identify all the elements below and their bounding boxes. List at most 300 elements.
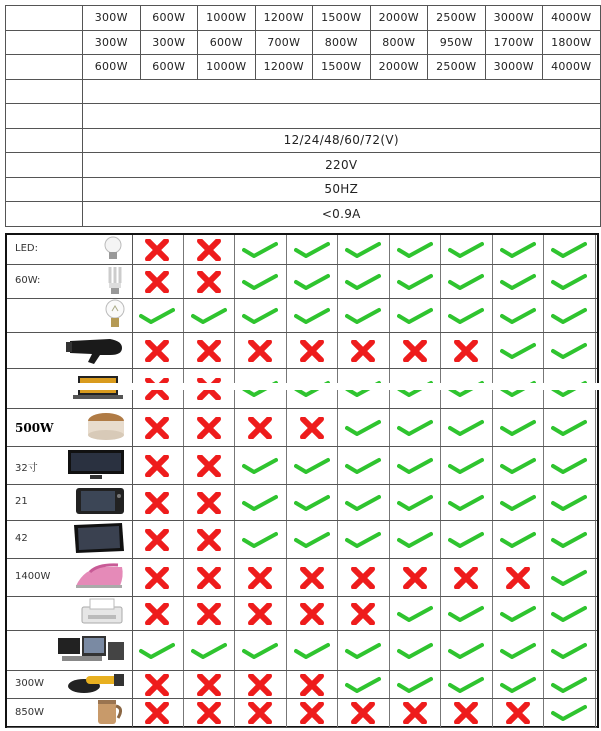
red-x-icon	[300, 603, 324, 625]
incompatible-cell	[132, 671, 184, 698]
green-check-icon	[345, 676, 381, 694]
spec-row	[6, 104, 601, 129]
green-check-icon	[500, 531, 536, 549]
red-x-icon	[197, 567, 221, 589]
green-check-icon	[242, 307, 278, 325]
appliance-row	[7, 631, 597, 671]
compatible-cell	[544, 447, 596, 484]
compatible-cell	[544, 485, 596, 520]
red-x-icon	[351, 603, 375, 625]
spec-merged-value	[83, 104, 601, 129]
spec-value: 600W	[140, 55, 198, 80]
compatible-cell	[390, 485, 442, 520]
incompatible-cell	[132, 447, 184, 484]
incompatible-cell	[235, 409, 287, 446]
red-x-icon	[197, 603, 221, 625]
compatible-cell	[132, 631, 184, 670]
green-check-icon	[551, 569, 587, 587]
spec-row	[6, 177, 601, 202]
appliance-label: 42	[15, 533, 28, 544]
appliance-cell	[7, 299, 133, 332]
appliance-cell	[7, 447, 133, 484]
appliance-cell	[7, 631, 133, 670]
spec-value: 950W	[428, 30, 486, 55]
incompatible-cell	[132, 597, 184, 630]
cfl-bulb-icon	[104, 265, 126, 299]
spec-value: 2000W	[370, 55, 428, 80]
green-check-icon	[448, 273, 484, 291]
compatible-cell	[544, 671, 596, 698]
red-x-icon	[197, 271, 221, 293]
kettle-icon	[92, 696, 126, 730]
green-check-icon	[242, 531, 278, 549]
compatible-cell	[441, 265, 493, 298]
compatible-cell	[493, 671, 545, 698]
green-check-icon	[500, 342, 536, 360]
incandescent-bulb-icon	[104, 299, 126, 333]
spec-value: 1700W	[485, 30, 543, 55]
spec-row	[6, 79, 601, 104]
green-check-icon	[294, 494, 330, 512]
compatible-cell	[390, 631, 442, 670]
red-x-icon	[197, 239, 221, 261]
incompatible-cell	[184, 265, 236, 298]
red-x-icon	[403, 702, 427, 724]
compatible-cell	[544, 631, 596, 670]
green-check-icon	[191, 307, 227, 325]
compatible-cell	[338, 631, 390, 670]
compatible-cell	[441, 521, 493, 558]
red-x-icon	[145, 674, 169, 696]
spec-row-label	[6, 6, 83, 31]
appliance-row	[7, 447, 597, 485]
red-x-icon	[197, 340, 221, 362]
red-x-icon	[300, 702, 324, 724]
green-check-icon	[397, 531, 433, 549]
green-check-icon	[448, 676, 484, 694]
compatible-cell	[287, 235, 339, 264]
green-check-icon	[551, 273, 587, 291]
incompatible-cell	[235, 597, 287, 630]
spec-value: 2500W	[428, 6, 486, 31]
spec-value: 3000W	[485, 6, 543, 31]
incompatible-cell	[338, 597, 390, 630]
compatible-cell	[390, 265, 442, 298]
spec-value: 800W	[370, 30, 428, 55]
appliance-row	[7, 485, 597, 521]
compatibility-grid	[5, 233, 599, 728]
compatible-cell	[287, 485, 339, 520]
incompatible-cell	[287, 559, 339, 596]
spec-row	[6, 6, 601, 31]
spec-row-label	[6, 177, 83, 202]
green-check-icon	[448, 419, 484, 437]
green-check-icon	[397, 241, 433, 259]
spec-row-label	[6, 79, 83, 104]
red-x-icon	[145, 567, 169, 589]
incompatible-cell	[390, 333, 442, 368]
spec-merged-value: 50HZ	[83, 177, 601, 202]
spec-merged-value: 220V	[83, 153, 601, 178]
compatible-cell	[338, 299, 390, 332]
compatible-cell	[287, 631, 339, 670]
spec-value: 1200W	[255, 6, 313, 31]
green-check-icon	[191, 642, 227, 660]
incompatible-cell	[235, 333, 287, 368]
red-x-icon	[197, 702, 221, 724]
compatible-cell	[390, 447, 442, 484]
compatible-cell	[184, 631, 236, 670]
rice-cooker-icon	[86, 411, 126, 445]
green-check-icon	[551, 342, 587, 360]
red-x-icon	[300, 417, 324, 439]
appliance-cell	[7, 265, 133, 298]
red-x-icon	[145, 455, 169, 477]
appliance-cell	[7, 485, 133, 520]
red-x-icon	[300, 340, 324, 362]
green-check-icon	[551, 457, 587, 475]
green-check-icon	[139, 307, 175, 325]
green-check-icon	[500, 676, 536, 694]
red-x-icon	[197, 674, 221, 696]
compatible-cell	[441, 631, 493, 670]
appliance-cell	[7, 409, 133, 446]
incompatible-cell	[132, 265, 184, 298]
compatible-cell	[493, 631, 545, 670]
compatible-cell	[441, 485, 493, 520]
red-x-icon	[145, 340, 169, 362]
compatible-cell	[235, 265, 287, 298]
incompatible-cell	[390, 699, 442, 727]
appliance-cell	[7, 597, 133, 630]
incompatible-cell	[235, 559, 287, 596]
incompatible-cell	[338, 699, 390, 727]
green-check-icon	[551, 676, 587, 694]
red-x-icon	[145, 492, 169, 514]
plasma-tv-icon	[70, 521, 126, 559]
incompatible-cell	[493, 559, 545, 596]
compatible-cell	[544, 265, 596, 298]
red-x-icon	[248, 567, 272, 589]
incompatible-cell	[132, 235, 184, 264]
compatible-cell	[493, 235, 545, 264]
compatible-cell	[235, 521, 287, 558]
appliance-row	[7, 333, 597, 369]
incompatible-cell	[287, 597, 339, 630]
appliance-cell	[7, 235, 133, 264]
incompatible-cell	[441, 333, 493, 368]
incompatible-cell	[287, 671, 339, 698]
red-x-icon	[248, 702, 272, 724]
appliance-row	[7, 699, 597, 728]
compatible-cell	[493, 409, 545, 446]
green-check-icon	[551, 419, 587, 437]
green-check-icon	[294, 241, 330, 259]
green-check-icon	[500, 241, 536, 259]
incompatible-cell	[132, 485, 184, 520]
tv-icon	[66, 448, 126, 484]
red-x-icon	[248, 603, 272, 625]
iron-icon	[74, 562, 126, 594]
red-x-icon	[300, 674, 324, 696]
compatible-cell	[235, 235, 287, 264]
green-check-icon	[448, 531, 484, 549]
compatible-cell	[441, 235, 493, 264]
green-check-icon	[397, 273, 433, 291]
appliance-label: 850W	[15, 706, 44, 718]
appliance-row	[7, 521, 597, 559]
green-check-icon	[397, 642, 433, 660]
green-check-icon	[448, 457, 484, 475]
appliance-label: 500W	[15, 421, 54, 435]
spec-value: 1800W	[543, 30, 601, 55]
compatible-cell	[338, 521, 390, 558]
incompatible-cell	[441, 699, 493, 727]
spec-merged-value: 12/24/48/60/72(V)	[83, 128, 601, 153]
appliance-label: 21	[15, 496, 28, 507]
red-x-icon	[506, 567, 530, 589]
incompatible-cell	[132, 521, 184, 558]
green-check-icon	[294, 307, 330, 325]
appliance-cell	[7, 333, 133, 368]
appliance-row	[7, 299, 597, 333]
compatible-cell	[235, 485, 287, 520]
red-x-icon	[145, 239, 169, 261]
compatible-cell	[544, 559, 596, 596]
incompatible-cell	[441, 559, 493, 596]
spec-value: 600W	[83, 55, 141, 80]
incompatible-cell	[132, 409, 184, 446]
compatible-cell	[493, 447, 545, 484]
red-x-icon	[248, 340, 272, 362]
green-check-icon	[242, 273, 278, 291]
compatible-cell	[544, 235, 596, 264]
green-check-icon	[500, 307, 536, 325]
green-check-icon	[345, 307, 381, 325]
compatible-cell	[390, 235, 442, 264]
red-x-icon	[454, 567, 478, 589]
spec-value: 2500W	[428, 55, 486, 80]
red-x-icon	[145, 417, 169, 439]
compatible-cell	[441, 447, 493, 484]
appliance-row	[7, 235, 597, 265]
spec-value: 1500W	[313, 55, 371, 80]
red-x-icon	[351, 702, 375, 724]
green-check-icon	[242, 642, 278, 660]
green-check-icon	[500, 605, 536, 623]
spec-row	[6, 153, 601, 178]
computers-icon	[56, 634, 126, 668]
row-gap	[7, 383, 601, 390]
red-x-icon	[403, 340, 427, 362]
spec-value: 4000W	[543, 55, 601, 80]
compatible-cell	[287, 447, 339, 484]
red-x-icon	[506, 702, 530, 724]
compatible-cell	[235, 447, 287, 484]
green-check-icon	[345, 642, 381, 660]
green-check-icon	[294, 531, 330, 549]
compatible-cell	[338, 235, 390, 264]
green-check-icon	[294, 273, 330, 291]
spec-value: 800W	[313, 30, 371, 55]
compatible-cell	[544, 699, 596, 727]
appliance-cell	[7, 559, 133, 596]
incompatible-cell	[184, 485, 236, 520]
hair-dryer-icon	[66, 333, 126, 369]
spec-value: 1000W	[198, 55, 256, 80]
appliance-label: 1400W	[15, 571, 51, 582]
spec-value: 3000W	[485, 55, 543, 80]
red-x-icon	[197, 455, 221, 477]
red-x-icon	[197, 417, 221, 439]
green-check-icon	[397, 676, 433, 694]
compatible-cell	[390, 597, 442, 630]
green-check-icon	[500, 457, 536, 475]
incompatible-cell	[338, 559, 390, 596]
spec-table	[5, 5, 601, 227]
spec-value: 700W	[255, 30, 313, 55]
spec-value: 1500W	[313, 6, 371, 31]
red-x-icon	[248, 417, 272, 439]
compatible-cell	[132, 299, 184, 332]
compatible-cell	[544, 409, 596, 446]
green-check-icon	[345, 494, 381, 512]
green-check-icon	[397, 605, 433, 623]
green-check-icon	[448, 307, 484, 325]
appliance-row	[7, 265, 597, 299]
spec-value: 600W	[140, 6, 198, 31]
incompatible-cell	[287, 699, 339, 727]
red-x-icon	[351, 567, 375, 589]
appliance-label: 300W	[15, 678, 44, 689]
compatible-cell	[493, 521, 545, 558]
spec-row	[6, 30, 601, 55]
compatible-cell	[338, 265, 390, 298]
green-check-icon	[294, 457, 330, 475]
red-x-icon	[248, 674, 272, 696]
spec-value: 300W	[140, 30, 198, 55]
green-check-icon	[500, 494, 536, 512]
green-check-icon	[551, 642, 587, 660]
polisher-icon	[66, 670, 126, 700]
compatible-cell	[287, 265, 339, 298]
compatible-cell	[338, 447, 390, 484]
spec-row-label	[6, 30, 83, 55]
spec-value: 1200W	[255, 55, 313, 80]
compatible-cell	[493, 485, 545, 520]
red-x-icon	[145, 529, 169, 551]
incompatible-cell	[184, 333, 236, 368]
spec-row-label	[6, 202, 83, 227]
spec-value: 1000W	[198, 6, 256, 31]
incompatible-cell	[184, 235, 236, 264]
incompatible-cell	[390, 559, 442, 596]
red-x-icon	[197, 529, 221, 551]
appliance-label: LED:	[15, 243, 38, 254]
incompatible-cell	[184, 409, 236, 446]
spec-row	[6, 55, 601, 80]
red-x-icon	[197, 492, 221, 514]
compatible-cell	[390, 521, 442, 558]
red-x-icon	[454, 702, 478, 724]
incompatible-cell	[184, 699, 236, 727]
green-check-icon	[397, 307, 433, 325]
compatible-cell	[441, 409, 493, 446]
incompatible-cell	[132, 699, 184, 727]
green-check-icon	[551, 307, 587, 325]
incompatible-cell	[184, 559, 236, 596]
appliance-cell	[7, 671, 133, 698]
red-x-icon	[145, 702, 169, 724]
spec-value: 600W	[198, 30, 256, 55]
appliance-row	[7, 559, 597, 597]
incompatible-cell	[132, 333, 184, 368]
spec-merged-value	[83, 79, 601, 104]
green-check-icon	[500, 419, 536, 437]
incompatible-cell	[184, 447, 236, 484]
compatible-cell	[493, 299, 545, 332]
red-x-icon	[454, 340, 478, 362]
incompatible-cell	[235, 699, 287, 727]
incompatible-cell	[235, 671, 287, 698]
green-check-icon	[345, 273, 381, 291]
incompatible-cell	[287, 409, 339, 446]
compatible-cell	[287, 521, 339, 558]
appliance-label: 60W:	[15, 275, 41, 286]
appliance-label: 32寸	[15, 463, 38, 474]
green-check-icon	[448, 605, 484, 623]
spec-value: 300W	[83, 30, 141, 55]
compatible-cell	[544, 333, 596, 368]
compatible-cell	[338, 485, 390, 520]
compatible-cell	[338, 671, 390, 698]
appliance-row	[7, 597, 597, 631]
green-check-icon	[551, 494, 587, 512]
red-x-icon	[145, 271, 169, 293]
green-check-icon	[448, 241, 484, 259]
led-bulb-icon	[100, 235, 126, 265]
appliance-cell	[7, 521, 133, 558]
printer-icon	[78, 597, 126, 631]
compatible-cell	[493, 333, 545, 368]
spec-row	[6, 128, 601, 153]
compatible-cell	[544, 597, 596, 630]
compatible-cell	[338, 409, 390, 446]
green-check-icon	[551, 704, 587, 722]
compatible-cell	[184, 299, 236, 332]
compatible-cell	[390, 671, 442, 698]
incompatible-cell	[184, 521, 236, 558]
appliance-row	[7, 409, 597, 447]
green-check-icon	[551, 241, 587, 259]
compatible-cell	[441, 597, 493, 630]
spec-row-label	[6, 153, 83, 178]
incompatible-cell	[184, 671, 236, 698]
green-check-icon	[397, 494, 433, 512]
compatible-cell	[544, 299, 596, 332]
green-check-icon	[139, 642, 175, 660]
compatible-cell	[441, 671, 493, 698]
spec-row-label	[6, 55, 83, 80]
green-check-icon	[500, 273, 536, 291]
compatible-cell	[390, 299, 442, 332]
green-check-icon	[397, 457, 433, 475]
spec-value: 2000W	[370, 6, 428, 31]
green-check-icon	[448, 642, 484, 660]
green-check-icon	[294, 642, 330, 660]
appliance-cell	[7, 699, 133, 727]
red-x-icon	[145, 603, 169, 625]
